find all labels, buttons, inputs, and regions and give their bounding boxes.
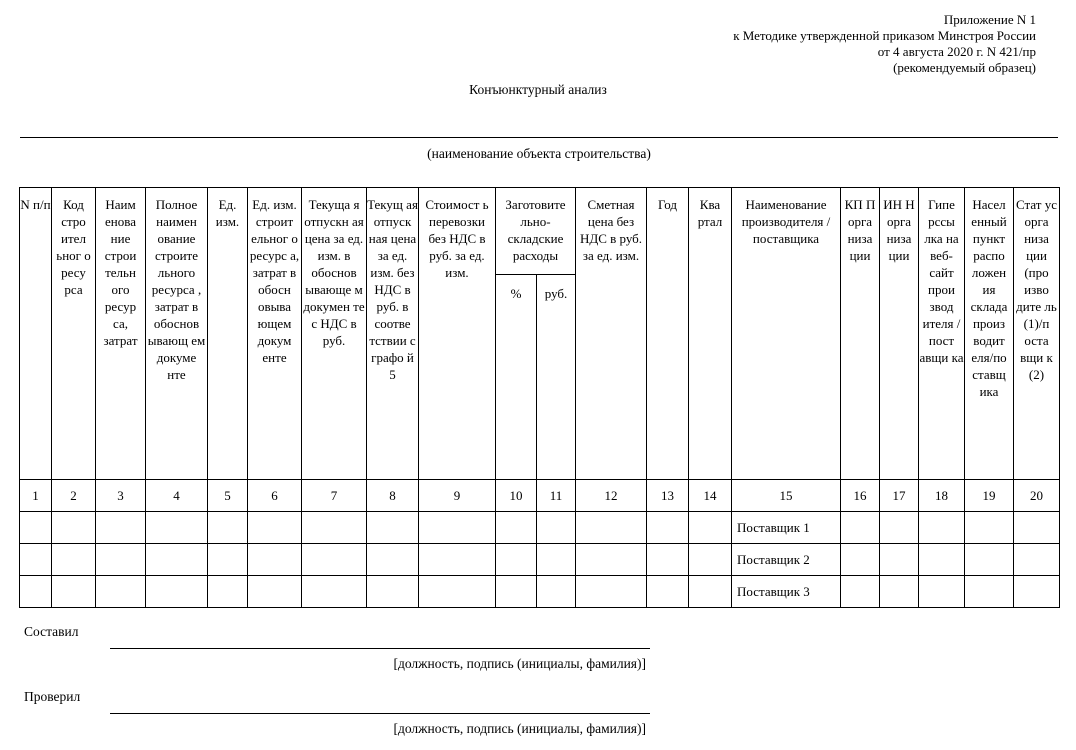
table-cell — [146, 512, 208, 544]
column-number: 18 — [919, 480, 965, 512]
table-cell — [919, 576, 965, 608]
column-number: 2 — [52, 480, 96, 512]
column-number: 5 — [208, 480, 248, 512]
header-procurement-costs: Заготовите льно-складские расходы — [496, 188, 576, 275]
header-estimated-price: Сметная цена без НДС в руб. за ед. изм. — [576, 188, 647, 480]
header-row-number: N п/п — [20, 188, 52, 480]
table-cell — [52, 512, 96, 544]
column-number: 12 — [576, 480, 647, 512]
table-cell — [841, 512, 880, 544]
table-cell — [689, 544, 732, 576]
header-year: Год — [647, 188, 689, 480]
table-cell — [880, 576, 919, 608]
table-cell — [302, 512, 367, 544]
column-number: 15 — [732, 480, 841, 512]
document-title: Конъюнктурный анализ — [469, 82, 607, 97]
table-cell — [496, 512, 537, 544]
header-transport-cost: Стоимост ь перевозки без НДС в руб. за ед. изм. — [419, 188, 496, 480]
header-supplier-name: Наименование производителя /поставщика — [732, 188, 841, 480]
column-number: 20 — [1014, 480, 1060, 512]
table-cell — [537, 576, 576, 608]
compiled-by-label: Составил — [24, 624, 79, 639]
table-cell — [1014, 512, 1060, 544]
subheader-rubles: руб. — [537, 275, 576, 480]
compiled-by-signature-line — [110, 648, 650, 649]
table-cell — [965, 576, 1014, 608]
table-cell — [841, 544, 880, 576]
table-cell — [367, 512, 419, 544]
table-cell — [52, 544, 96, 576]
column-number: 13 — [647, 480, 689, 512]
table-cell — [1014, 576, 1060, 608]
checked-by-label: Проверил — [24, 689, 81, 704]
supplier-label: Поставщик 3 — [732, 576, 841, 608]
table-cell — [689, 576, 732, 608]
header-price-without-vat: Текущ ая отпуск ная цена за ед. изм. без НДС в руб. в соотве тствии с графо й 5 — [367, 188, 419, 480]
header-full-name: Полное наимен ование строите льного ресурса , затрат в обоснов ывающ ем докуме нте — [146, 188, 208, 480]
table-cell — [576, 576, 647, 608]
table-cell — [689, 512, 732, 544]
appendix-number: Приложение N 1 — [943, 12, 1036, 27]
column-number: 8 — [367, 480, 419, 512]
table-cell — [537, 544, 576, 576]
column-numbers-row — [20, 480, 1060, 512]
table-cell — [248, 576, 302, 608]
compiled-by-caption: [должность, подпись (инициалы, фамилия)] — [393, 656, 646, 671]
column-number: 17 — [880, 480, 919, 512]
header-unit: Ед. изм. — [208, 188, 248, 480]
table-cell — [419, 544, 496, 576]
table-row — [20, 512, 1060, 544]
header-inn: ИН Н орга низа ции — [880, 188, 919, 480]
table-cell — [419, 576, 496, 608]
table-cell — [208, 576, 248, 608]
header-warehouse-location: Насел енный пункт распо ложен ия склада произ водит еля/по ставщ ика — [965, 188, 1014, 480]
header-resource-code: Код стро ител ьног о ресу рса — [52, 188, 96, 480]
table-cell — [537, 512, 576, 544]
table-cell — [919, 544, 965, 576]
appendix-sample-note: (рекомендуемый образец) — [893, 60, 1036, 75]
checked-by-caption: [должность, подпись (инициалы, фамилия)] — [393, 721, 646, 736]
object-name-caption: (наименование объекта строительства) — [427, 146, 651, 161]
table-cell — [496, 544, 537, 576]
table-cell — [919, 512, 965, 544]
header-website: Гипе рссы лка на веб-сайт прои звод ителя /пост авщи ка — [919, 188, 965, 480]
table-cell — [302, 544, 367, 576]
column-number: 1 — [20, 480, 52, 512]
table-cell — [1014, 544, 1060, 576]
table-cell — [146, 576, 208, 608]
table-cell — [647, 544, 689, 576]
table-cell — [96, 544, 146, 576]
table-cell — [248, 544, 302, 576]
table-cell — [96, 512, 146, 544]
header-unit-in-document: Ед. изм. строит ельног о ресурс а, затрат в обосн овыва ющем докум енте — [248, 188, 302, 480]
table-cell — [647, 576, 689, 608]
table-cell — [367, 544, 419, 576]
table-cell — [965, 544, 1014, 576]
table-cell — [367, 576, 419, 608]
column-number: 4 — [146, 480, 208, 512]
table-cell — [880, 544, 919, 576]
table-cell — [20, 544, 52, 576]
table-cell — [419, 512, 496, 544]
column-number: 19 — [965, 480, 1014, 512]
column-number: 9 — [419, 480, 496, 512]
table-cell — [302, 576, 367, 608]
table-row — [20, 544, 1060, 576]
table-cell — [248, 512, 302, 544]
object-name-line — [20, 137, 1058, 138]
header-quarter: Ква ртал — [689, 188, 732, 480]
subheader-percent: % — [496, 275, 537, 480]
column-number: 3 — [96, 480, 146, 512]
table-cell — [880, 512, 919, 544]
column-number: 11 — [537, 480, 576, 512]
table-cell — [576, 544, 647, 576]
header-price-with-vat: Текуща я отпускн ая цена за ед. изм. в обоснов ывающе м докумен те с НДС в руб. — [302, 188, 367, 480]
header-kpp: КП П орга низа ции — [841, 188, 880, 480]
table-cell — [20, 512, 52, 544]
table-cell — [208, 544, 248, 576]
supplier-label: Поставщик 2 — [732, 544, 841, 576]
table-cell — [965, 512, 1014, 544]
table-cell — [20, 576, 52, 608]
column-number: 10 — [496, 480, 537, 512]
table-cell — [841, 576, 880, 608]
table-cell — [208, 512, 248, 544]
header-resource-name: Наим енова ние строи тельн ого ресур са, затрат — [96, 188, 146, 480]
table-cell — [52, 576, 96, 608]
checked-by-signature-line — [110, 713, 650, 714]
market-analysis-table — [19, 187, 1060, 608]
supplier-label: Поставщик 1 — [732, 512, 841, 544]
table-cell — [647, 512, 689, 544]
column-number: 6 — [248, 480, 302, 512]
table-cell — [576, 512, 647, 544]
appendix-methodology: к Методике утвержденной приказом Минстроя России — [733, 28, 1036, 43]
table-cell — [496, 576, 537, 608]
table-cell — [96, 576, 146, 608]
column-number: 16 — [841, 480, 880, 512]
table-cell — [146, 544, 208, 576]
column-number: 7 — [302, 480, 367, 512]
appendix-order: от 4 августа 2020 г. N 421/пр — [877, 44, 1036, 59]
header-organization-status: Стат ус орга низа ции (про изво дите ль (1)/п оста вщи к (2) — [1014, 188, 1060, 480]
table-row — [20, 576, 1060, 608]
column-number: 14 — [689, 480, 732, 512]
